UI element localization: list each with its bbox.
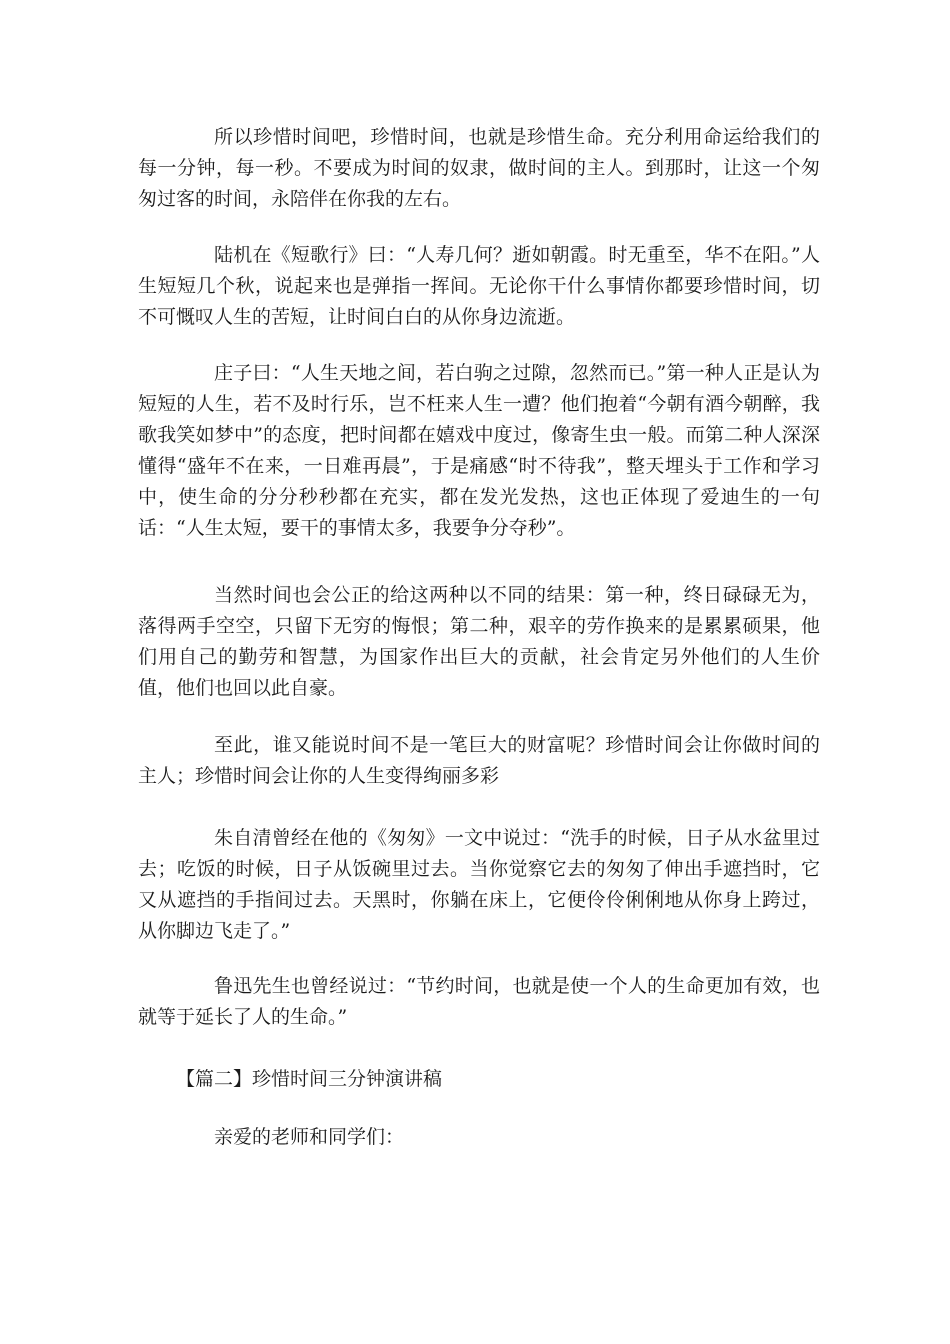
paragraph-7: 鲁迅先生也曾经说过：“节约时间，也就是使一个人的生命更加有效，也就等于延长了人的生命。”	[138, 975, 820, 1028]
paragraph-1: 所以珍惜时间吧，珍惜时间，也就是珍惜生命。充分利用命运给我们的每一分钟，每一秒。不要成为时间的奴隶，做时间的主人。到那时，让这一个匆匆过客的时间，永陪伴在你我的左右。	[138, 126, 820, 210]
paragraph-3: 庄子曰：“人生天地之间，若白驹之过隙，忽然而已。”第一种人正是认为短短的人生，若不及时行乐，岂不枉来人生一遭？他们抱着“今朝有酒今朝醉，我歌我笑如梦中”的态度，把时间都在嬉戏中度过，像寄生虫一般。而第二种人深深懂得“盛年不在来，一日难再晨”，于是痛感“时不待我”，整天埋头于工作和学习中，使生命的分分秒秒都在充实，都在发光发热，这也正体现了爱迪生的一句话：“人生太短，要干的事情太多，我要争分夺秒”。	[138, 362, 820, 539]
paragraph-6: 朱自清曾经在他的《匆匆》一文中说过：“洗手的时候，日子从水盆里过去；吃饭的时候，日子从饭碗里过去。当你觉察它去的匆匆了伸出手遮挡时，它又从遮挡的手指间过去。天黑时，你躺在床上，它便伶伶俐俐地从你身上跨过，从你脚边飞走了。”	[138, 827, 820, 942]
paragraph-5: 至此，谁又能说时间不是一笔巨大的财富呢？珍惜时间会让你做时间的主人；珍惜时间会让你的人生变得绚丽多彩	[138, 734, 820, 787]
paragraph-4: 当然时间也会公正的给这两种以不同的结果：第一种，终日碌碌无为，落得两手空空，只留下无穷的悔恨；第二种，艰辛的劳作换来的是累累硕果，他们用自己的勤劳和智慧，为国家作出巨大的贡献，社会肯定另外他们的人生价值，他们也回以此自豪。	[138, 584, 820, 699]
section-heading: 【篇二】珍惜时间三分钟演讲稿	[176, 1068, 443, 1090]
paragraph-2: 陆机在《短歌行》曰：“人寿几何？逝如朝霞。时无重至，华不在阳。”人生短短几个秋，说起来也是弹指一挥间。无论你干什么事情你都要珍惜时间，切不可慨叹人生的苦短，让时间白白的从你身边流逝。	[138, 244, 820, 328]
salutation: 亲爱的老师和同学们：	[214, 1126, 405, 1148]
